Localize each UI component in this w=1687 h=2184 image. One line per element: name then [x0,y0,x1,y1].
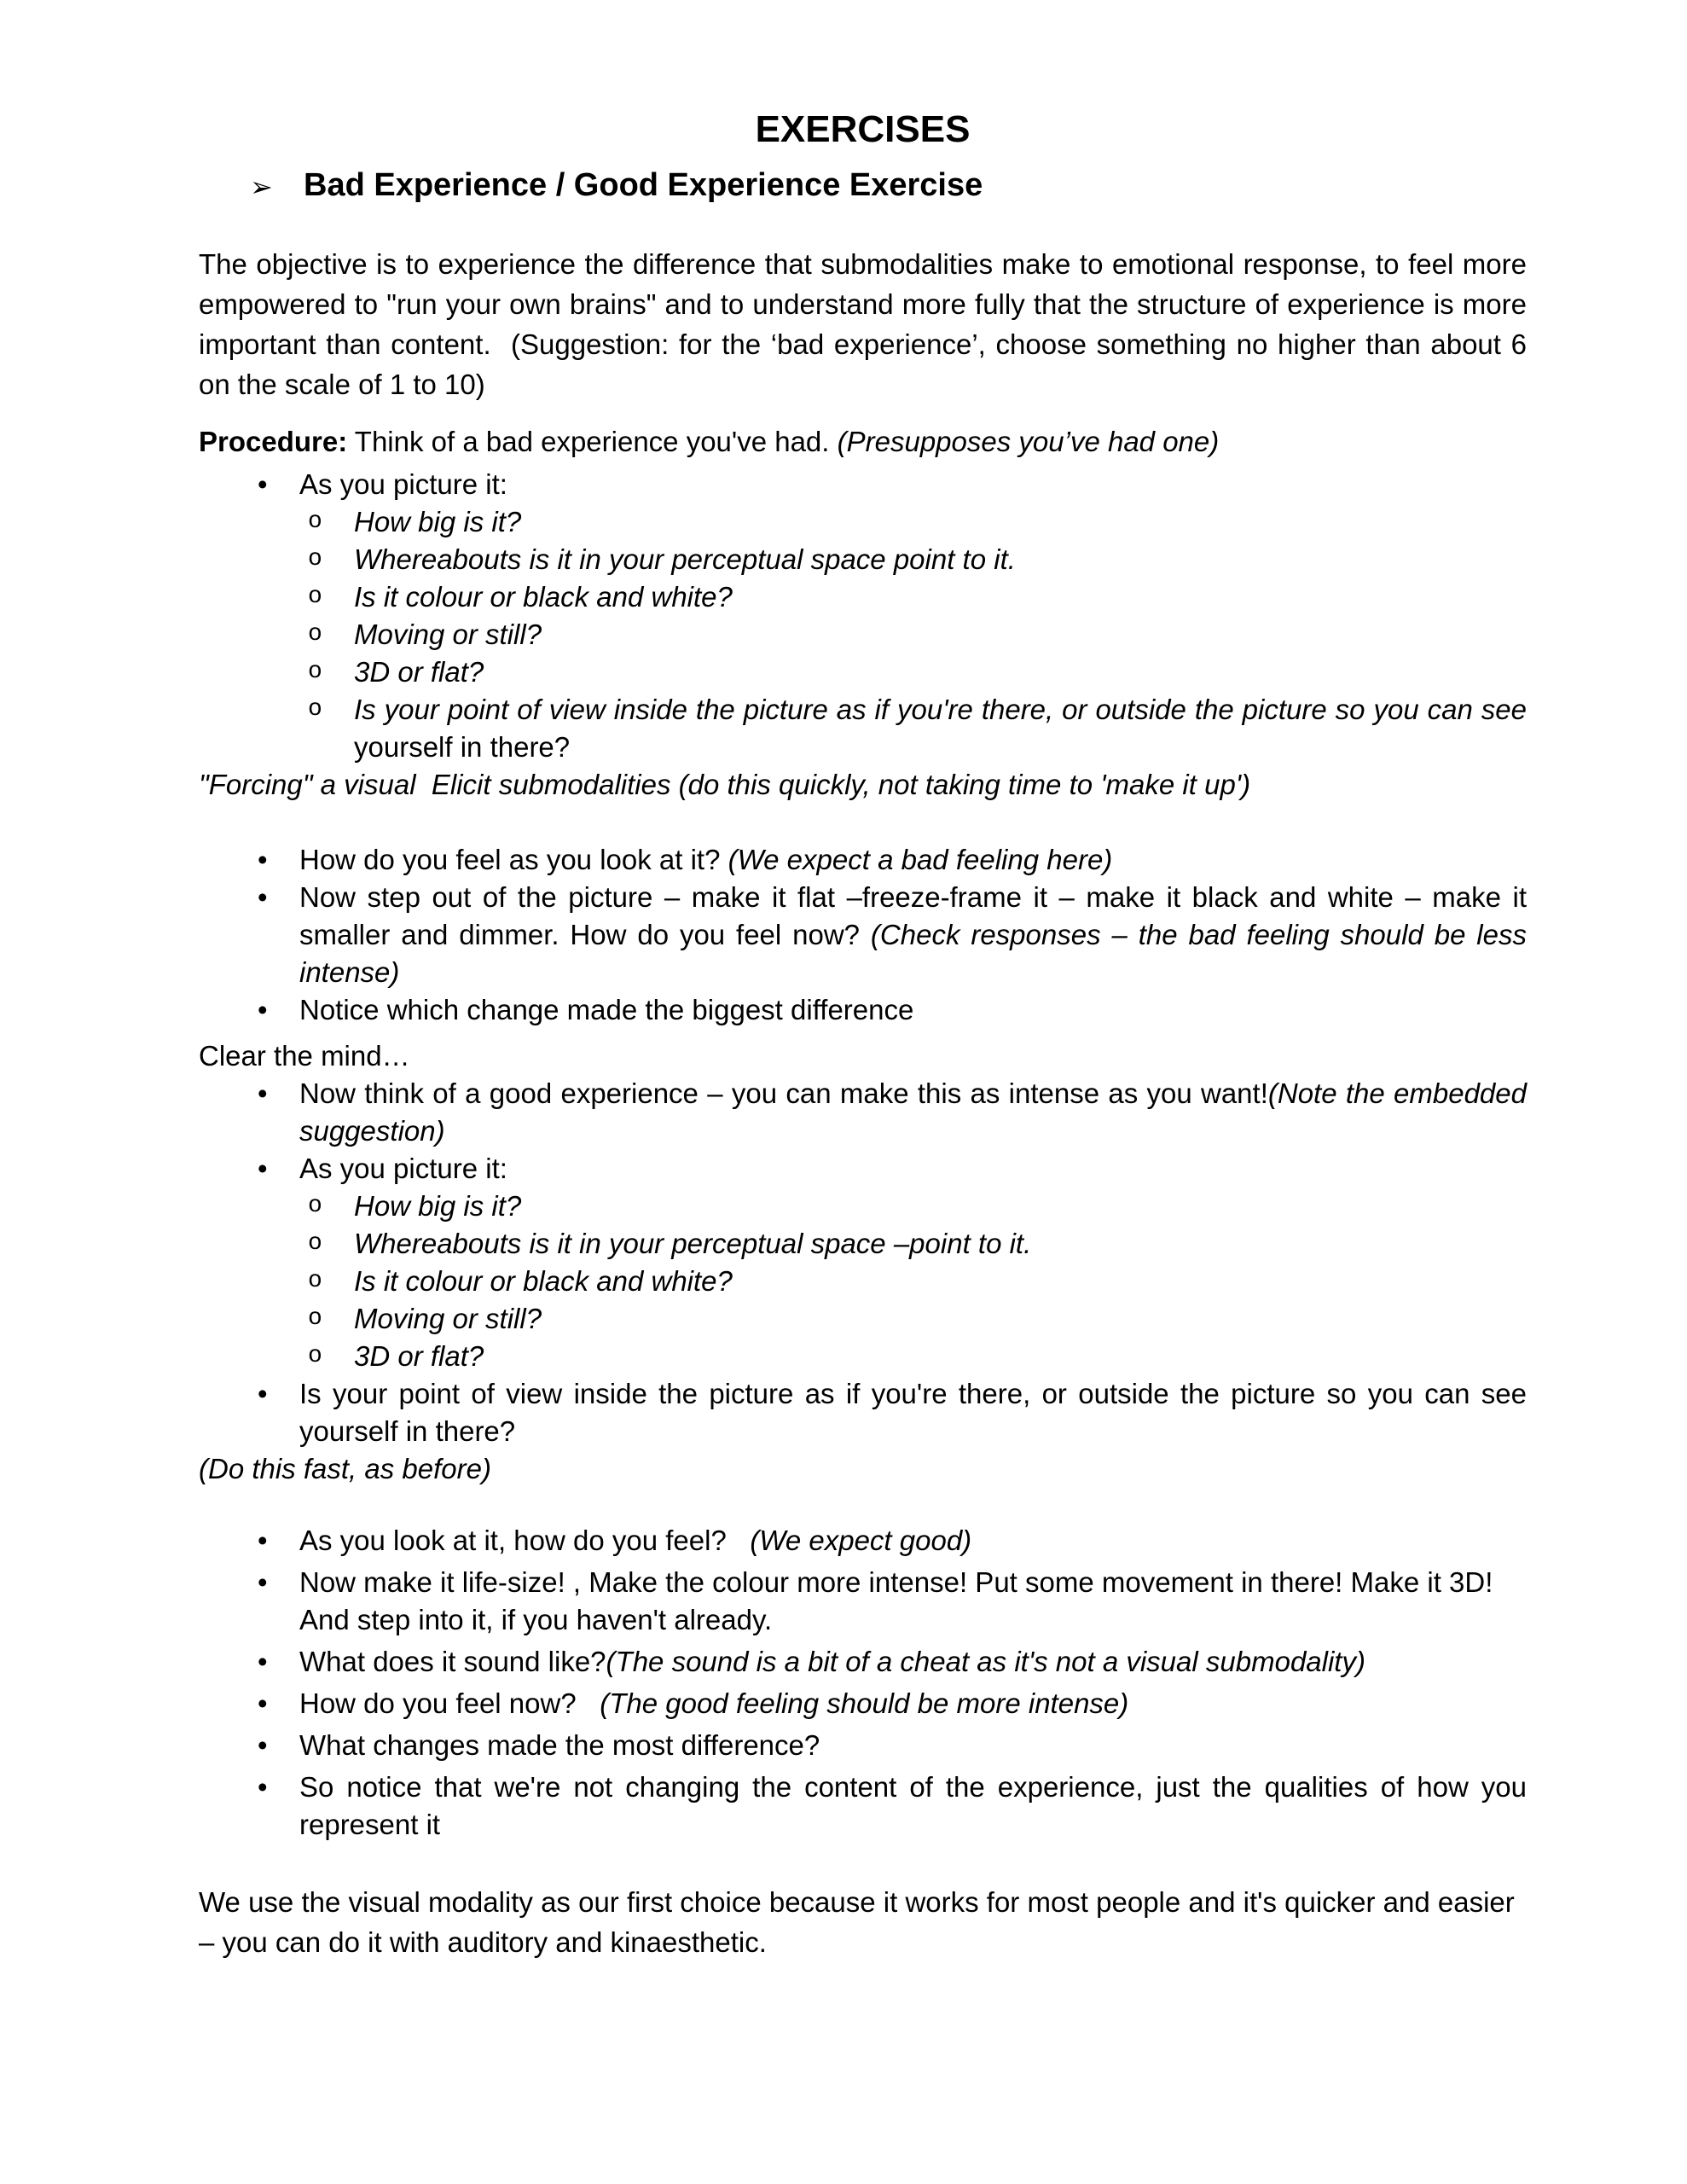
procedure-line [199,423,1527,461]
list-item-text [299,1522,1527,1560]
list-item-text [354,691,1527,766]
list-item-text [299,1727,1527,1764]
circle-icon: o [308,508,322,535]
blank-line [199,206,1527,244]
list-item-text: Whereabouts is it in your perceptual space –point to it. [354,1228,1032,1259]
blank-line [199,1848,1527,1882]
list-item [199,1643,1527,1681]
circle-icon: o [308,1193,322,1219]
blank-line [199,1488,1527,1522]
list-item [199,1375,1527,1450]
list-item [199,578,1527,616]
run-italic: (The sound is a bit of a cheat as it's not a visual submodality) [606,1646,1365,1677]
list-item [199,1685,1527,1722]
list-item-text: Is it colour or black and white? [354,1265,733,1297]
run-regular: As you look at it, how do you feel? [299,1525,751,1556]
forcing-note: "Forcing" a visual Elicit submodalities (do this quickly, not taking time to 'make it up') [199,769,1251,800]
run-regular: How do you feel now? [299,1687,600,1719]
list-item [199,1769,1527,1844]
circle-icon: o [308,1268,322,1294]
procedure-text: Think of a bad experience you've had. [347,426,838,457]
clear-the-mind-line: Clear the mind… [199,1040,410,1072]
list-item [199,616,1527,653]
list-item [199,1188,1527,1225]
bullet-icon: • [258,1077,268,1109]
list-item [199,503,1527,541]
bullet-icon: • [258,844,268,875]
bullet-icon: • [258,1729,268,1761]
run-regular: Now think of a good experience – you can make this as intense as you want! [299,1077,1268,1109]
list-item-text [299,991,1527,1029]
circle-icon: o [308,659,322,685]
bullet-icon: • [258,881,268,913]
procedure-label: Procedure: [199,426,348,457]
run-regular: Now step out of the picture – make it flat –freeze-frame it – make it black and white – make it smaller and dimmer. How do you feel now? [299,881,1527,950]
list-item-text [299,1643,1527,1681]
list-item-text: Moving or still? [354,619,542,650]
list-item-text: Whereabouts is it in your perceptual space point to it. [354,543,1016,575]
list-item-text [299,1075,1527,1150]
intro-paragraph: The objective is to experience the difference that submodalities make to emotional response, to feel more empowered to "run your own brains" and to understand more fully that the structure of experience is more important than content. (Suggestion: for the ‘bad experience’, choose something no higher than about 6 on the scale of 1 to 10) [199,248,1527,400]
list-item-text: 3D or flat? [354,1340,484,1372]
list-item [199,1300,1527,1338]
spacer [199,1029,1527,1037]
list-item-text [299,1685,1527,1722]
spacer [199,404,1527,423]
pov-question-italic: Is your point of view inside the picture as if you're there, or outside the picture so you can see [354,694,1527,725]
procedure-note: (Presupposes you’ve had one) [837,426,1220,457]
run-regular: What does it sound like? [299,1646,606,1677]
run-regular: So notice that we're not changing the content of the experience, just the qualities of how you represent it [299,1771,1527,1840]
circle-icon: o [308,1343,322,1369]
circle-icon: o [308,546,322,572]
bullet-icon: • [258,468,268,500]
run-italic: (We expect good) [750,1525,972,1556]
list-item-text [299,1564,1527,1639]
do-fast-note: (Do this fast, as before) [199,1453,491,1484]
run-regular: Now make it life-size! , Make the colour more intense! Put some movement in there! Make it 3D! And step into it, if you haven't already. [299,1566,1493,1635]
list-item [199,466,1527,503]
bullet-icon: • [258,994,268,1025]
list-item-text: As you picture it: [299,1153,507,1184]
list-item [199,1338,1527,1375]
outro-paragraph: We use the visual modality as our first choice because it works for most people and it's quicker and easier – you can do it with auditory and kinaesthetic. [199,1886,1515,1958]
list-item [199,991,1527,1029]
run-italic: (We expect a bad feeling here) [728,844,1113,875]
exercise-heading-text: Bad Experience / Good Experience Exercise [304,167,983,203]
list-item [199,841,1527,879]
run-italic: (The good feeling should be more intense) [600,1687,1129,1719]
run-regular: Notice which change made the biggest difference [299,994,914,1025]
list-item-text [299,841,1527,879]
bullet-icon: • [258,1525,268,1556]
list-item [199,1150,1527,1188]
circle-icon: o [308,1230,322,1257]
bullet-icon: • [258,1687,268,1719]
list-item [199,1522,1527,1560]
list-item-text [299,1769,1527,1844]
run-regular: What changes made the most difference? [299,1729,820,1761]
circle-icon: o [308,584,322,610]
list-item [199,691,1527,766]
list-item-text: Is your point of view inside the picture as if you're there, or outside the picture so you can see yourself in there? [299,1378,1527,1447]
bullet-icon: • [258,1566,268,1598]
bullet-icon: • [258,1378,268,1409]
list-item [199,653,1527,691]
bullet-icon: • [258,1771,268,1803]
list-item-text: How big is it? [354,1190,522,1222]
list-item [199,1727,1527,1764]
exercise-heading [199,164,1527,206]
list-item [199,879,1527,991]
run-italic: (Note the embedded suggestion) [299,1077,1527,1147]
list-item [199,1564,1527,1639]
list-item-text: Moving or still? [354,1303,542,1334]
list-item-text: How big is it? [354,506,522,537]
arrow-bullet-icon: ➢ [250,171,273,202]
blank-line [199,804,1527,841]
run-regular: How do you feel as you look at it? [299,844,728,875]
run-italic: (Check responses – the bad feeling should be less intense) [299,919,1527,988]
list-item [199,541,1527,578]
page-title: EXERCISES [755,108,971,150]
circle-icon: o [308,621,322,648]
list-item-text [299,879,1527,991]
bullet-icon: • [258,1153,268,1184]
bullet-icon: • [258,1646,268,1677]
list-item-text: As you picture it: [299,468,507,500]
list-item-text: 3D or flat? [354,656,484,688]
circle-icon: o [308,696,322,723]
list-item [199,1075,1527,1150]
pov-question-regular: yourself in there? [354,731,571,763]
list-item [199,1263,1527,1300]
circle-icon: o [308,1305,322,1332]
list-item-text: Is it colour or black and white? [354,581,733,613]
list-item [199,1225,1527,1263]
